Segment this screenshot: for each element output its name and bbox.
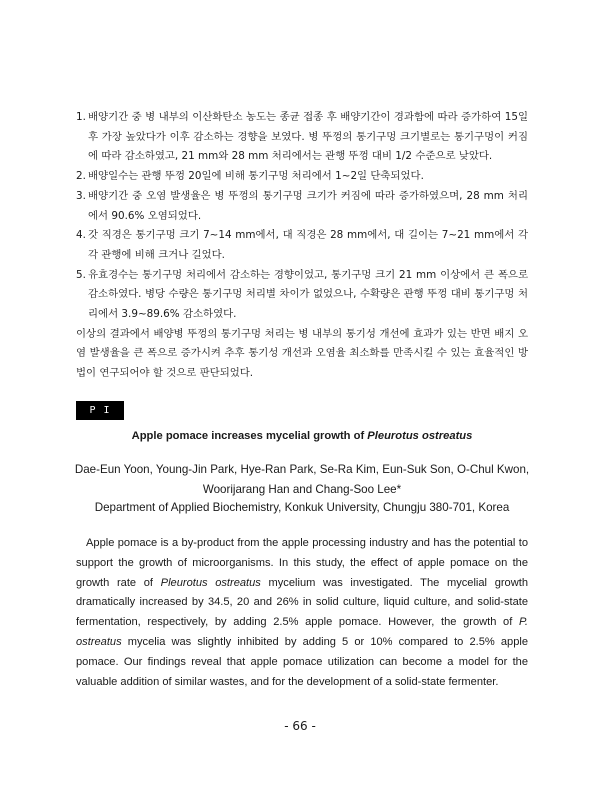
author-list	[66, 460, 538, 500]
result-item-number: 2.	[76, 170, 86, 183]
abstract-title	[76, 428, 528, 444]
result-item-text: 배양일수는 관행 뚜껑 20일에 비해 통기구멍 처리에서 1~2일 단축되었다.	[88, 170, 424, 183]
result-item-number: 5.	[76, 268, 86, 281]
abstract-title-text: Apple pomace increases mycelial growth of	[131, 430, 368, 442]
result-item-1	[76, 108, 528, 167]
result-item-number: 1.	[76, 111, 86, 123]
result-item-4	[76, 226, 528, 265]
abstract-title-species: Pleurotus ostreatus	[367, 430, 473, 442]
result-item-2	[76, 167, 528, 187]
result-item-number: 3.	[76, 189, 86, 202]
korean-results-section	[76, 108, 528, 384]
results-conclusion: 이상의 결과에서 배양병 뚜껑의 통기구멍 처리는 병 내부의 통기성 개선에 효과가 있는 반면 배지 오염 발생율을 큰 폭으로 증가시켜 추후 통기성 개선과 오염율 최소화를 만족시킬 수 있는 효율적인 방법이 연구되어야 할 것으로 판단되었다.	[76, 327, 528, 380]
abstract-text: Apple pomace is a by-product from the apple processing industry and has the potential to support the growth of microorganisms. In this study, the effect of apple pomace on the growth rate of	[76, 537, 528, 589]
abstract-text: mycelia was slightly inhibited by adding 5 or 10% compared to 2.5% apple pomace. Our findings reveal that apple pomace utilization can become a model for the valuable addition of similar wastes, and for the development of a solid-state fermenter.	[76, 635, 528, 688]
result-item-text: 유효경수는 통기구멍 처리에서 감소하는 경향이었고, 통기구멍 크기 21 mm 이상에서 큰 폭으로 감소하였다. 병당 수량은 통기구멍 처리별 차이가 없었으나, 수확량은 관행 뚜껑 대비 통기구멍 처리에서 3.9~89.6% 감소하였다.	[88, 268, 528, 321]
result-item-number: 4.	[76, 229, 86, 242]
species-name: Pleurotus ostreatus	[160, 576, 261, 589]
abstract-text: mycelium was investigated. The mycelial growth dramatically increased by 34.5, 20 and 26% in solid culture, liquid culture, and solid-state fermentation, respectively, by adding 2.5% apple pomace. However, the growth of	[76, 576, 528, 629]
result-item-text: 배양기간 중 오염 발생율은 병 뚜껑의 통기구멍 크기가 커짐에 따라 증가하였으며, 28 mm 처리에서 90.6% 오염되었다.	[88, 189, 528, 222]
page-number: - 66 -	[284, 719, 316, 733]
author-line: Woorijarang Han and Chang-Soo Lee*	[202, 483, 402, 496]
abstract-body	[76, 534, 528, 692]
result-item-3	[76, 187, 528, 226]
result-item-5	[76, 266, 528, 325]
species-name: P. ostreatus	[76, 616, 528, 648]
author-affiliation: Department of Applied Biochemistry, Konkuk University, Chungju 380-701, Korea	[94, 501, 510, 514]
author-line: Dae-Eun Yoon, Young-Jin Park, Hye-Ran Park, Se-Ra Kim, Eun-Suk Son, O-Chul Kwon,	[74, 463, 530, 476]
result-item-text: 갓 직경은 통기구멍 크기 7~14 mm에서, 대 직경은 28 mm에서, 대 길이는 7~21 mm에서 각각 관행에 비해 크거나 길었다.	[88, 229, 528, 261]
poster-id-badge: P I -09	[76, 401, 124, 420]
result-item-text: 배양기간 중 병 내부의 이산화탄소 농도는 종균 접종 후 배양기간이 경과함에 따라 증가하여 15일 후 가장 높았다가 이후 감소하는 경향을 보였다. 병 뚜껑의 통기구멍 크기별로는 통기구멍이 커짐에 따라 감소하였고, 21 mm와 28 mm 처리에서는 관행 뚜껑 대비 1/2 수준으로 낮았다.	[88, 111, 528, 163]
